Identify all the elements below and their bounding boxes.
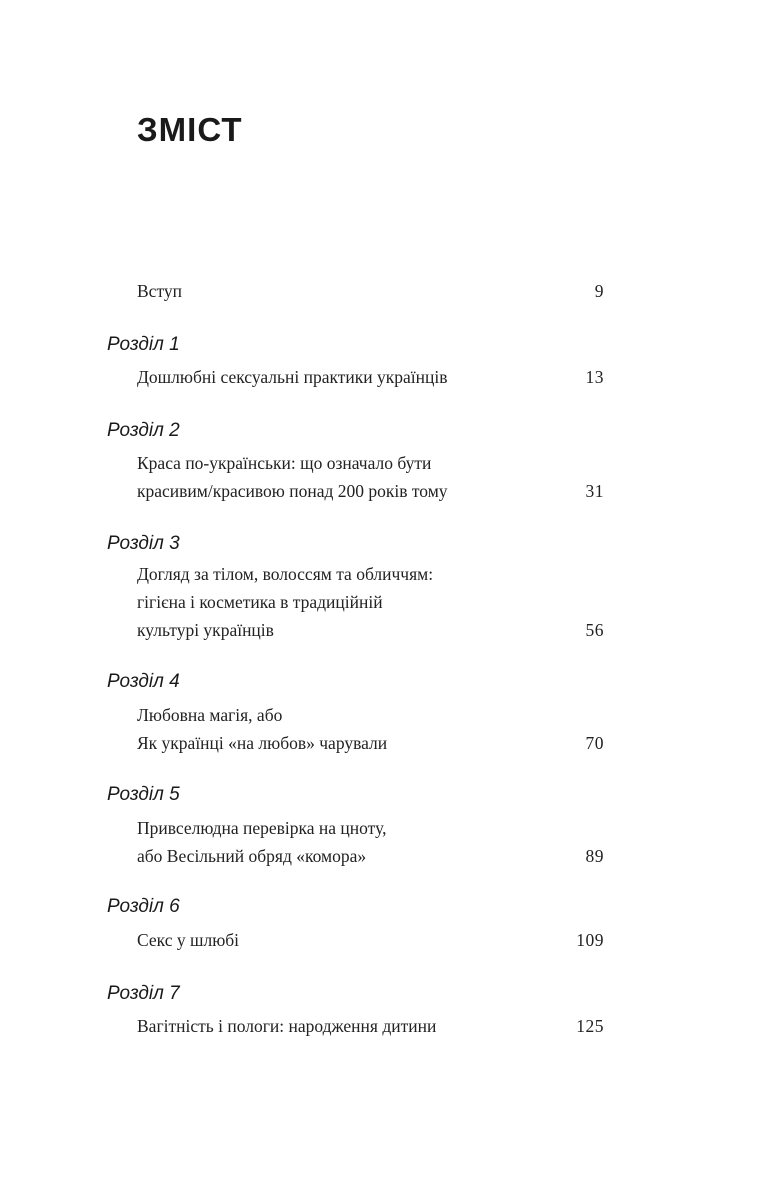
- entry-title-line: культурі українців: [137, 620, 274, 640]
- toc-entry-chapter-5[interactable]: [137, 814, 604, 870]
- entry-title-line: красивим/красивою понад 200 років тому: [137, 481, 448, 501]
- toc-entry-chapter-7[interactable]: [137, 1012, 604, 1040]
- entry-title-line: Секс у шлюбі: [137, 930, 240, 950]
- entry-page-number: 89: [585, 846, 604, 866]
- entry-title-line: гігієна і косметика в традиційній: [137, 592, 383, 612]
- toc-entry-chapter-6[interactable]: [137, 926, 604, 954]
- toc-entry-chapter-3[interactable]: [137, 560, 604, 644]
- toc-entry-chapter-2[interactable]: [137, 449, 604, 505]
- entry-title-line: Догляд за тілом, волоссям та обличчям:: [137, 564, 434, 584]
- entry-title-line: Краса по-українськи: що означало бути: [137, 453, 432, 473]
- entry-page-number: 13: [585, 367, 604, 387]
- toc-entry-chapter-4[interactable]: [137, 701, 604, 757]
- page-title: ЗМІСТ: [137, 111, 243, 148]
- entry-page-number: 70: [585, 733, 604, 753]
- chapter-label-6: Розділ 6: [107, 896, 180, 917]
- chapter-label-7: Розділ 7: [107, 983, 180, 1004]
- chapter-label-5: Розділ 5: [107, 784, 180, 805]
- chapter-label-4: Розділ 4: [107, 671, 180, 692]
- entry-page-number: 56: [585, 620, 604, 640]
- chapter-label-2: Розділ 2: [107, 420, 180, 441]
- toc-entry-chapter-1[interactable]: [137, 363, 604, 391]
- entry-title-line: або Весільний обряд «комора»: [137, 846, 367, 866]
- entry-title-line: Вступ: [137, 281, 182, 301]
- chapter-label-1: Розділ 1: [107, 334, 180, 355]
- entry-page-number: 109: [576, 930, 604, 950]
- toc-entry-intro[interactable]: [137, 277, 604, 305]
- entry-title-line: Любовна магія, або: [137, 705, 283, 725]
- entry-title-line: Вагітність і пологи: народження дитини: [137, 1016, 437, 1036]
- chapter-label-3: Розділ 3: [107, 533, 180, 554]
- entry-page-number: 31: [585, 481, 604, 501]
- entry-page-number: 125: [576, 1016, 604, 1036]
- entry-title-line: Привселюдна перевірка на цноту,: [137, 818, 387, 838]
- entry-title-line: Як українці «на любов» чарували: [137, 733, 388, 753]
- entry-page-number: 9: [594, 281, 604, 301]
- entry-title-line: Дошлюбні сексуальні практики українців: [137, 367, 448, 387]
